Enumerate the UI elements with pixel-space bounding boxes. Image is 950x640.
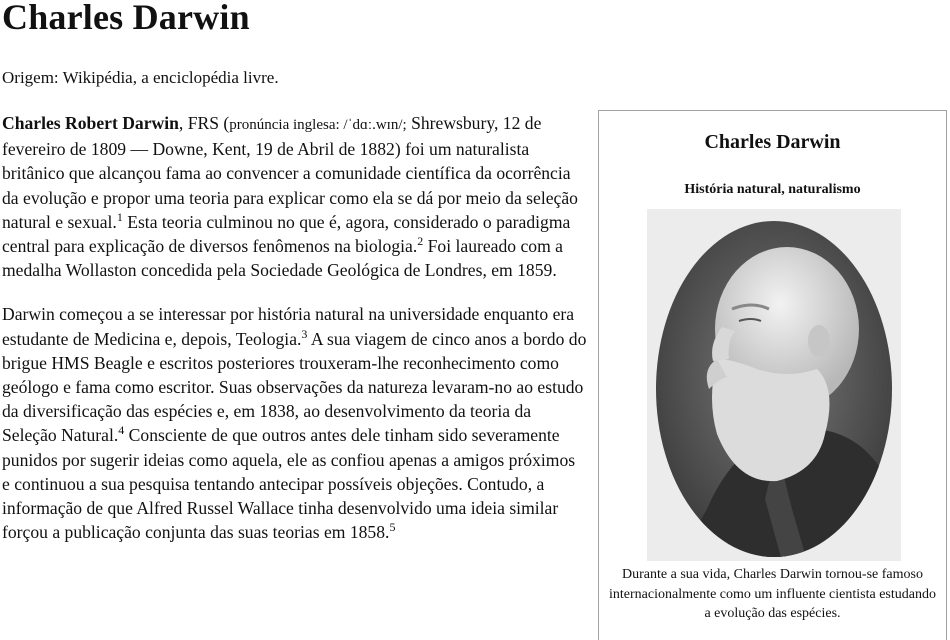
portrait-image[interactable] (647, 209, 901, 561)
infobox (598, 110, 947, 640)
text-segment: Darwin começou a se interessar por história natural na universidade enquanto era estudante de Medicina e, depois, Teologia. (2, 304, 575, 349)
paragraph-intro (2, 111, 587, 282)
portrait-engraving-icon (647, 209, 901, 561)
infobox-subtitle: História natural, naturalismo (684, 182, 861, 197)
infobox-caption: Durante a sua vida, Charles Darwin tornou-se famoso internacionalmente como um influente cientista estudando a evolução das espécies. (609, 567, 936, 621)
text-segment: Esta teoria culminou no que é, agora, considerado o paradigma central para explicação de diversos fenômenos na biologia. (2, 211, 571, 257)
reference-link[interactable]: 5 (389, 520, 396, 535)
reference-link[interactable]: 3 (301, 326, 308, 341)
text-segment: A sua viagem de cinco anos a bordo do brigue HMS Beagle e escritos posteriores trouxeram-lhe reconhecimento como geólogo e fama como escritor. Suas observações da natureza levaram-no ao estudo da diversificação das espécies e, em 1838, ao desenvolvimento da teoria da Seleção Natural. (2, 328, 587, 446)
text-segment: Consciente de que outros antes dele tinham sido severamente punidos por sugerir ideias como aquela, ele as confiou apenas a amigos próximos e continuou a sua pesquisa tentando antecipar possíveis objeções. Contudo, a informação de que Alfred Russel Wallace tinha desenvolvido uma ideia similar forçou a publicação conjunta das suas teorias em 1858. (2, 425, 576, 543)
pronunciation: pronúncia inglesa: /ˈdɑː.wɪn/; (229, 117, 407, 133)
text-segment: Shrewsbury, 12 de fevereiro de 1809 — Downe, Kent, 19 de Abril de 1882) foi um naturalista britânico que alcançou fama ao convencer a comunidade científica da ocorrência da evolução e propor uma teoria para explicar como ela se dá por meio da seleção natural e sexual. (2, 113, 578, 232)
article-body (2, 111, 587, 564)
subject-name: Charles Robert Darwin (2, 113, 179, 133)
reference-link[interactable]: 2 (417, 234, 424, 249)
page-title: Charles Darwin (2, 0, 250, 37)
origin-note: Origem: Wikipédia, a enciclopédia livre. (2, 68, 279, 87)
reference-link[interactable]: 1 (116, 209, 123, 224)
reference-link[interactable]: 4 (118, 423, 125, 438)
paragraph-career (2, 302, 587, 544)
text-segment: Foi laureado com a medalha Wollaston concedida pela Sociedade Geológica de Londres, em 1859. (2, 236, 563, 281)
infobox-title: Charles Darwin (704, 131, 841, 153)
text-segment: , FRS ( (178, 113, 230, 133)
